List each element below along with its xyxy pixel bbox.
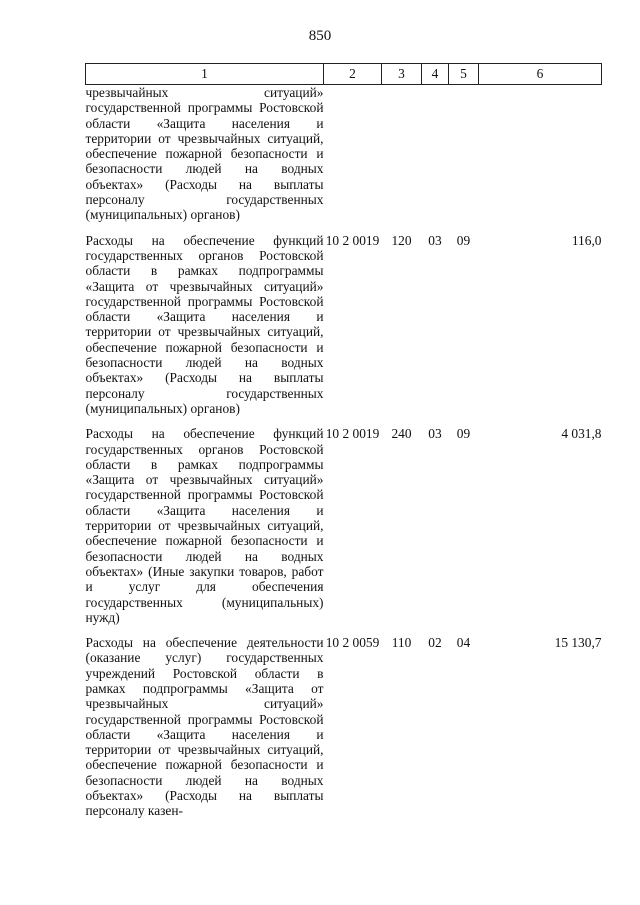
row-col-5: 04: [456, 635, 471, 651]
header-col-1: 1: [86, 64, 324, 85]
row-amount: 116,0: [571, 232, 602, 248]
row-description: чрезвычайных ситуаций» государственной программы Ростовской области «Защита населения и территории от чрезвычайных ситуаций, обеспечение пожарной безопасности и безопасности людей на водных объектах» (Расходы на выплаты персоналу государственных (муниципальных) органов): [85, 85, 324, 223]
budget-table: [85, 63, 602, 819]
header-col-5: 5: [449, 64, 479, 85]
table-row: [86, 85, 602, 223]
row-col-3: 120: [391, 232, 412, 248]
row-col-4: [422, 85, 449, 223]
row-col-3: 240: [391, 426, 412, 442]
row-description: Расходы на обеспечение деятельности (оказание услуг) государственных учреждений Ростовской области в рамках подпрограммы «Защита от чрезвычайных ситуаций» государственной программы Ростовской области «Защита населения и территории от чрезвычайных ситуаций, обеспечение пожарной безопасности и безопасности людей на водных объектах» (Расходы на выплаты персоналу казен-: [85, 635, 324, 819]
header-col-4: 4: [422, 64, 449, 85]
row-code: 10 2 0059: [325, 635, 380, 651]
row-col-4: 03: [428, 426, 442, 442]
header-col-2: 2: [324, 64, 382, 85]
header-row: [86, 64, 602, 85]
row-col-3: [382, 85, 422, 223]
row-code: 10 2 0019: [325, 426, 380, 442]
row-col-5: 09: [456, 426, 471, 442]
row-col-5: [449, 85, 479, 223]
table-row: [86, 233, 602, 417]
row-col-3: 110: [391, 635, 412, 651]
row-amount: [479, 85, 602, 223]
page-number: 850: [308, 28, 332, 44]
row-col-4: 03: [428, 232, 442, 248]
table-row: [86, 635, 602, 819]
row-code: 10 2 0019: [325, 232, 380, 248]
table-row: [86, 426, 602, 625]
row-col-5: 09: [456, 232, 471, 248]
header-col-3: 3: [382, 64, 422, 85]
row-amount: 4 031,8: [561, 426, 602, 442]
header-col-6: 6: [479, 64, 602, 85]
row-description: Расходы на обеспечение функций государственных органов Ростовской области в рамках подпрограммы «Защита от чрезвычайных ситуаций» государственной программы Ростовской области «Защита населения и территории от чрезвычайных ситуаций, обеспечение пожарной безопасности и безопасности людей на водных объектах» (Иные закупки товаров, работ и услуг для обеспечения государственных (муниципальных) нужд): [85, 426, 324, 625]
row-amount: 15 130,7: [554, 635, 602, 651]
row-col-4: 02: [428, 635, 442, 651]
row-code: [324, 85, 382, 223]
row-description: Расходы на обеспечение функций государственных органов Ростовской области в рамках подпрограммы «Защита от чрезвычайных ситуаций» государственной программы Ростовской области «Защита населения и территории от чрезвычайных ситуаций, обеспечение пожарной безопасности и безопасности людей на водных объектах» (Расходы на выплаты персоналу государственных (муниципальных) органов): [85, 232, 324, 416]
